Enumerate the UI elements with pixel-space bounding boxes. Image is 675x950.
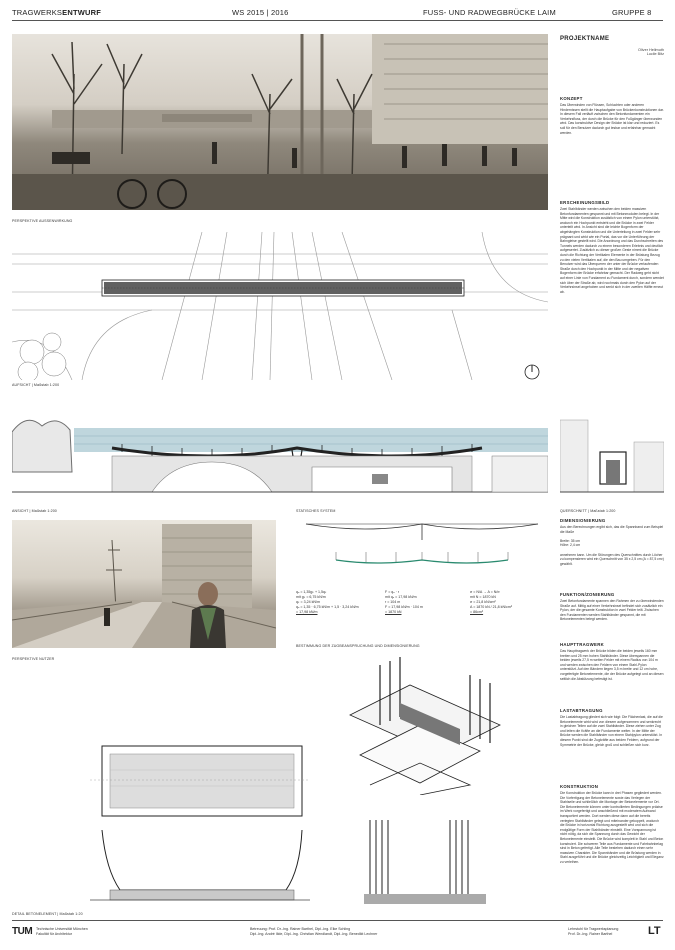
footer-rule [12, 920, 663, 921]
section-title: FUNKTION/ZONIERUNG [560, 592, 615, 597]
equation-load [296, 590, 376, 615]
detail-concrete-element [90, 740, 350, 912]
elevation-drawing [12, 412, 548, 507]
plan-drawing [12, 232, 548, 380]
caption-perspective-outside: PERSPEKTIVE AUSSENWIRKUNG [12, 219, 73, 223]
footer-university [36, 927, 88, 937]
section-funktion [560, 592, 664, 622]
caption-detail: DETAIL BETONELEMENT | Maßstab 1:20 [12, 912, 83, 916]
section-text: Das Überwinden von Flüssen, Schluchten oder anderen Hindernissen stellt die Hauptaufgabe von Brückenkonstruktionen dar. In diesem Fall verläuft zwischen den Betonfundamenten ein Verkehrsfluss, der durch die Brücke für den Fußgänger überwunden wird. Das konstruktive Design der Brücke ist klar und reduziert. Es soll für den Benutzer dadurch gut lesbar und erfahrbar gemacht werden. [560, 103, 664, 135]
section-title: DIMENSIONIERUNG [560, 518, 606, 523]
eq-q1: qₐ = 1,35gₖ + 1,5qₖ [296, 590, 327, 594]
detail-rods [360, 820, 490, 910]
section-text: Zwei Stahlbänder werden zwischen den beiden massiven Betonfundamenten gespannt und mit Betonmodulen belegt. In der Mitte wird die Konstruktion zusätzlich von einem Pylon unterstützt, wodurch ein Hochpunkt entsteht und die Brücke in zwei Felder unterteilt wird. In Ansicht sind die leichte Bogenform der abgehängten Konstruktion und die Unterteilung in zwei Felder sehr prägnant und wirkt wie ein Portal, das vor die Unterführung der Bahngleise gestellt wird. Die Anordnung und das Durchschreiten des Tunnels werden dadurch zu einem besonderen Erlebnis und deutlich aufgewertet. Zusätzlich zu dieser großen Geste nimmt die Brücke durch die Richtung der Vertikalen Elemente in der Brüstung Bezug zu den vielen Vertikalen auf, die den Bau umgeben. Für den Benutzer wird das Überqueren der unter der Brücke verlaufenden Straße durch den Hochpunkt in der Mitte und der negativen Bogenform der Brücke erfahrbar gemacht. Der Radweg geht nicht auf einer Linie von Fundament zu Fundament durch, sondern wendet sich über der Straße ab, wird nochmals durch den Pylon auf der Verkehrsinsel angehoben und senkt sich in der zweiten Hälfte erneut ab. [560, 207, 664, 294]
eq-s1: σ = N/A → A = N/σ [470, 590, 500, 594]
project-name-label: PROJEKTNAME [560, 36, 610, 42]
eq-s2: mit N = 1870 kN [470, 595, 496, 599]
eq-s3: σ = 21,8 kN/cm² [470, 600, 496, 604]
footer-credits-line1: Betreuung: Prof. Dr.-Ing. Rainer Barthel, Dipl.-Ing. Elke Schling [250, 927, 351, 931]
caption-static-system: STATISCHES SYSTEM [296, 509, 336, 513]
author-2: Lucile Bitz [646, 52, 664, 56]
eq-f3: r = 104 m [385, 600, 401, 604]
section-title: HAUPTTRAGWERK [560, 642, 605, 647]
eq-f4: F = 17,98 kN/m · 104 m [385, 605, 423, 609]
caption-perspective-user: PERSPEKTIVE NUTZER [12, 657, 55, 661]
section-title: ERSCHEINUNGSBILD [560, 200, 610, 205]
eq-q3: qₖ = 3,24 kN/m [296, 600, 321, 604]
section-dimensionierung [560, 518, 664, 566]
header-title [12, 8, 101, 17]
footer-credits [250, 927, 377, 937]
section-lastabtragung [560, 708, 664, 747]
equation-force [385, 590, 455, 615]
eq-q4: qₐ = 1,35 · 6,75 kN/m + 1,5 · 3,24 kN/m [296, 605, 359, 609]
equation-section [470, 590, 550, 615]
lt-logo: LT [648, 925, 661, 937]
section-haupttragwerk [560, 642, 664, 681]
eq-s5: = 86cm² [470, 610, 484, 614]
tum-logo: TUM [12, 926, 33, 937]
section-konstruktion [560, 784, 664, 865]
footer-chair-line1: Lehrstuhl für Tragwerksplanung [568, 927, 619, 931]
section-erscheinungsbild [560, 200, 664, 294]
section-text: Zwei Betonfundamente spannen den Rahmen der zu überwindenden Straße auf. Mittig auf einer Verkehrsinsel befindet sich zusätzlich ein Pylon, der die gesamte Konstruktion in zwei Felder teilt. Zwischen den Fundamenten werden Stahlbänder gespannt, die mit Betonelementen belegt werden. [560, 599, 664, 622]
eq-s4: A = 1870 kN / 21,8 kN/cm² [470, 605, 513, 609]
section-text: Die Konstruktion der Brücke kann in drei Phasen gegliedert werden. Die Vorfertigung der Betonelemente sowie das Verlegen der Stahlseile und schließlich die Montage der Betonelemente vor Ort. Die Betonelemente können unter kontrollierten Bedingungen präzise im Werk vorgefertigt und anschließend mit moderatem Aufwand transportiert werden. Dort werden diese dann auf die bereits verlegten Stahlbänder gelegt und miteinander gekoppelt, wodurch die Brücke in horizontal Richtung ausgesteift wird und sich die endgültige Form der Stahlbänder einstellt. Eine Vorspannung ist nicht nötig, da sich die Spannung durch das Gewicht der Betonelemente einstellt. Die Brücke wird komplett in Stahl und Beton konstruiert. Die schweren Teile aus Fundamente und Fahrbahnbelag sind in Beton gefertigt. Alle Teile bestehen dadurch einen sehr massiven Charakter. Die Spannbänder und die Brüstung werden in Stahl ausgeführt und die Brücke gleichzeitig Leichtigkeit und Eleganz zu verleihen. [560, 791, 664, 864]
header-rule [12, 20, 663, 21]
section-title: KONSTRUKTION [560, 784, 599, 789]
caption-cross-section: QUERSCHNITT | Maßstab 1:200 [560, 509, 616, 513]
footer-chair-line2: Prof. Dr.-Ing. Rainer Barthel [568, 932, 613, 936]
axonometric-drawing [340, 655, 510, 795]
eq-f5: = 1870 kN [385, 610, 402, 614]
caption-elevation: ANSICHT | Maßstab 1:200 [12, 509, 57, 513]
footer-uni-line2: Fakultät für Architektur [36, 932, 72, 936]
project-block [560, 36, 664, 56]
caption-plan: AUFSICHT | Maßstab 1:200 [12, 383, 60, 387]
author-1: Oliver Hellmuth [638, 48, 664, 52]
eq-f2: mit qₐ = 17,98 kN/m [385, 595, 417, 599]
footer-credits-line2: Dipl.-Ing. André Ilide, Dipl.-Ing. Christian Wendlandt, Dipl.-Ing. Benedikt Lechner [250, 932, 378, 936]
static-system-diagram [296, 516, 548, 572]
cross-section-drawing [560, 412, 664, 507]
header-group: GRUPPE 8 [612, 8, 652, 17]
eq-f1: F = qₐ · r [385, 590, 400, 594]
perspective-user-photo [12, 520, 276, 648]
footer-chair [568, 927, 618, 937]
eq-q2: mit gₖ = 6,75 kN/m [296, 595, 326, 599]
caption-stress: BESTIMMUNG DER ZUGBEANSPRUCHUNG UND DIMENSIONIERUNG [296, 644, 420, 648]
section-text: Die Lastabtragung gliedert sich wie folgt: Die Flächenlast, die auf die Betonelemente wirkt wird von diesem aufgenommen und senkrecht in gleichen Teilen auf die zwei Stahlbänder. Diese ziehen unter Zug und leiten die Kräfte an die Fundamente weiter. In der Mitte der Brücke werden die Stahlbänder von einem Stahlpylon unterstützt. In diesem Punkt sind die Zugkräfte aus beiden Feldern, aufgrund der Symmetrie der Brücke, gleich groß und schließen sich kurz. [560, 715, 663, 747]
eq-q5: = 17,98 kN/m [296, 610, 318, 614]
perspective-outside-photo [12, 34, 548, 210]
section-title: KONZEPT [560, 96, 583, 101]
header-left-bold: ENTWURF [62, 8, 102, 17]
section-konzept [560, 96, 664, 135]
header-project-title: FUSS- UND RADWEGBRÜCKE LAIM [423, 8, 556, 17]
header-left-plain: TRAGWERKS [12, 8, 63, 17]
section-title: LASTABTRAGUNG [560, 708, 603, 713]
footer-uni-line1: Technische Universität München [36, 927, 88, 931]
section-text: Aus den Berechnungen ergibt sich, das die Spannband zum Beispiel die Maße Breite: 35 cm Höhe: 2,4 cm annehmen kann. Um die Störungen des Querschnittes durch Löcher zu kompensieren wird ein Querschnitt von 35 x 2,5 cm (A = 87,5 cm²) gewählt. [560, 525, 664, 566]
header-semester: WS 2015 | 2016 [232, 8, 289, 17]
section-text: Das Haupttragwerk der Brücke bilden die beiden jeweils 160 mm breiten und 25 mm hohen Stahlbänder. Diese überspannen die beiden jeweils 27,5 m weiten Felder mit einem Radius von 104 m und werden zwischen den Feldern von einem Stahl-Pylon unterstützt. Auf den Bändern liegen 3,5 m breite und 12 cm hohe, vorgefertigte Betonelemente, die der Brücke aufgelegt und an diesen seitlich die Abstützung befestigt ist. [560, 649, 664, 681]
